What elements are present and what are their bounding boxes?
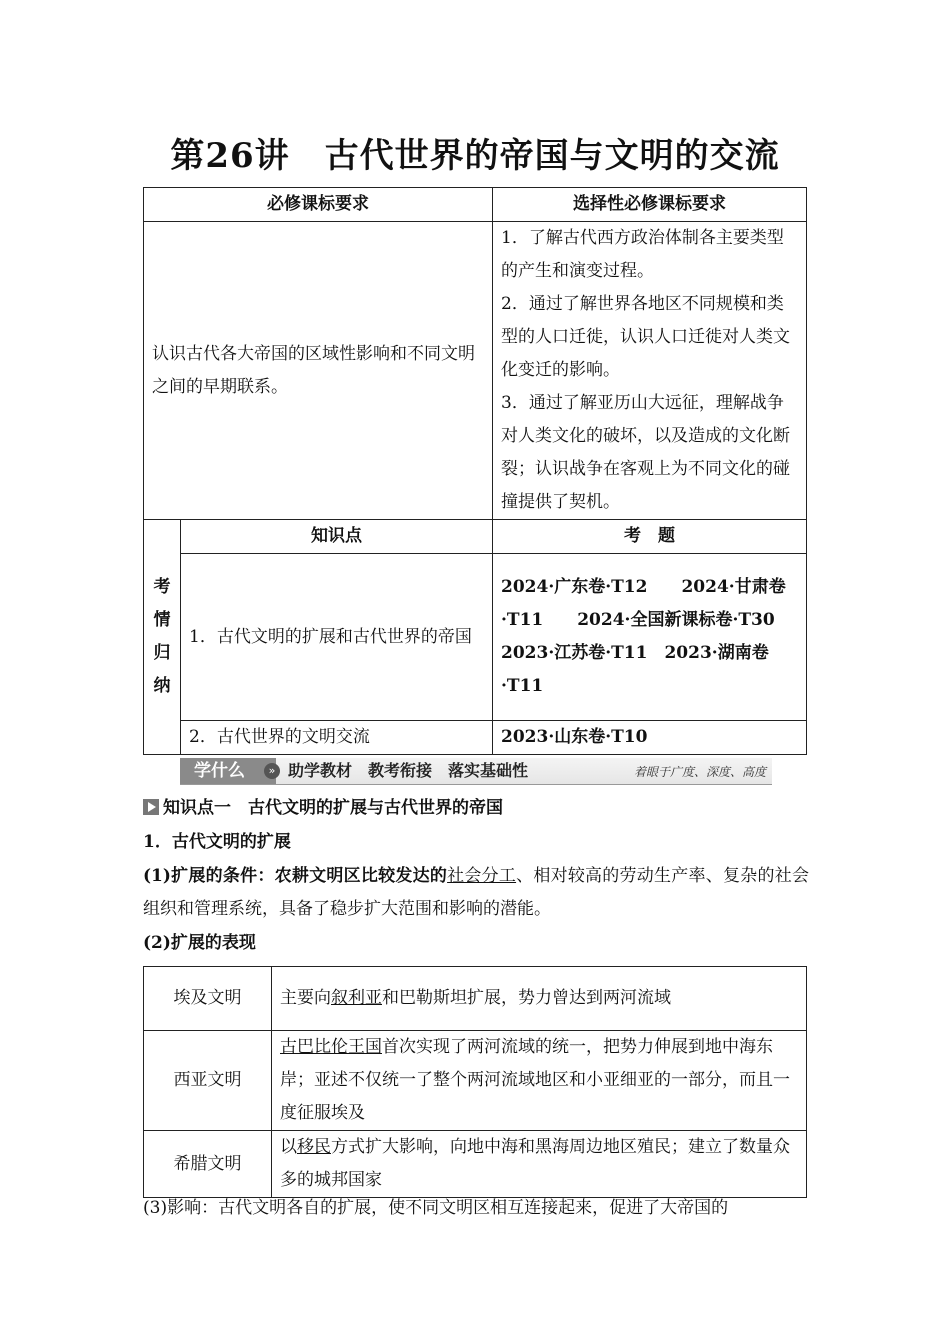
subheading: 1．古代文明的扩展 — [143, 832, 291, 852]
knowledge-point-header: 知识点 — [181, 520, 493, 554]
banner-note: 着眼于广度、深度、高度 — [633, 765, 766, 779]
civilization-desc: 主要向叙利亚和巴勒斯坦扩展，势力曾达到两河流域 — [272, 967, 807, 1031]
double-chevron-icon: » — [264, 763, 280, 779]
elective-item: 2．通过了解世界各地区不同规模和类型的人口迁徙，认识人口迁徙对人类文化变迁的影响。 — [501, 294, 790, 380]
knowledge-point: 1．古代文明的扩展和古代世界的帝国 — [181, 554, 493, 721]
elective-header: 选择性必修课标要求 — [493, 188, 807, 222]
civilization-desc: 古巴比伦王国首次实现了两河流域的统一，把势力伸展到地中海东岸；亚述不仅统一了整个两河流域地区和小亚细亚的一部分，而且一度征服埃及 — [272, 1031, 807, 1131]
elective-item: 3．通过了解亚历山大远征，理解战争对人类文化的破坏，以及造成的文化断裂；认识战争在客观上为不同文化的碰撞提供了契机。 — [501, 393, 790, 512]
civilization-desc: 以移民方式扩大影响，向地中海和黑海周边地区殖民；建立了数量众多的城邦国家 — [272, 1131, 807, 1198]
banner-text: 助学教材 教考衔接 落实基础性 — [288, 761, 529, 780]
section-heading: 知识点一 古代文明的扩展与古代世界的帝国 — [143, 795, 503, 821]
knowledge-point: 2．古代世界的文明交流 — [181, 721, 493, 755]
civilization-name: 埃及文明 — [144, 967, 272, 1031]
banner-label: 学什么 — [180, 758, 276, 784]
exam-summary-label: 考 情 归 纳 — [144, 520, 181, 755]
required-header: 必修课标要求 — [144, 188, 493, 222]
civilization-name: 西亚文明 — [144, 1031, 272, 1131]
paragraph-conditions: (1)扩展的条件：农耕文明区比较发达的社会分工、相对较高的劳动生产率、复杂的社会组织和管理系统，具备了稳步扩大范围和影响的潜能。 — [143, 866, 810, 919]
exam-header: 考 题 — [493, 520, 807, 554]
paragraph-impact: (3)影响：古代文明各自的扩展，使不同文明区相互连接起来，促进了大帝国的 — [143, 1198, 729, 1218]
curriculum-requirements-table — [143, 187, 807, 755]
civilization-name: 希腊文明 — [144, 1131, 272, 1198]
expansion-table — [143, 966, 807, 1198]
paragraph-manifestations: (2)扩展的表现 — [143, 933, 256, 953]
exam-references: 2023·山东卷·T10 — [493, 721, 807, 755]
play-icon — [143, 799, 159, 815]
elective-list — [493, 222, 807, 520]
page-title: 第26讲 古代世界的帝国与文明的交流 — [170, 136, 780, 176]
exam-references: 2024·广东卷·T12 2024·甘肃卷·T11 2024·全国新课标卷·T30 2023·江苏卷·T11 2023·湖南卷·T11 — [493, 554, 807, 721]
required-text: 认识古代各大帝国的区域性影响和不同文明之间的早期联系。 — [144, 222, 493, 520]
elective-item: 1．了解古代西方政治体制各主要类型的产生和演变过程。 — [501, 228, 784, 281]
section-banner — [180, 758, 772, 785]
